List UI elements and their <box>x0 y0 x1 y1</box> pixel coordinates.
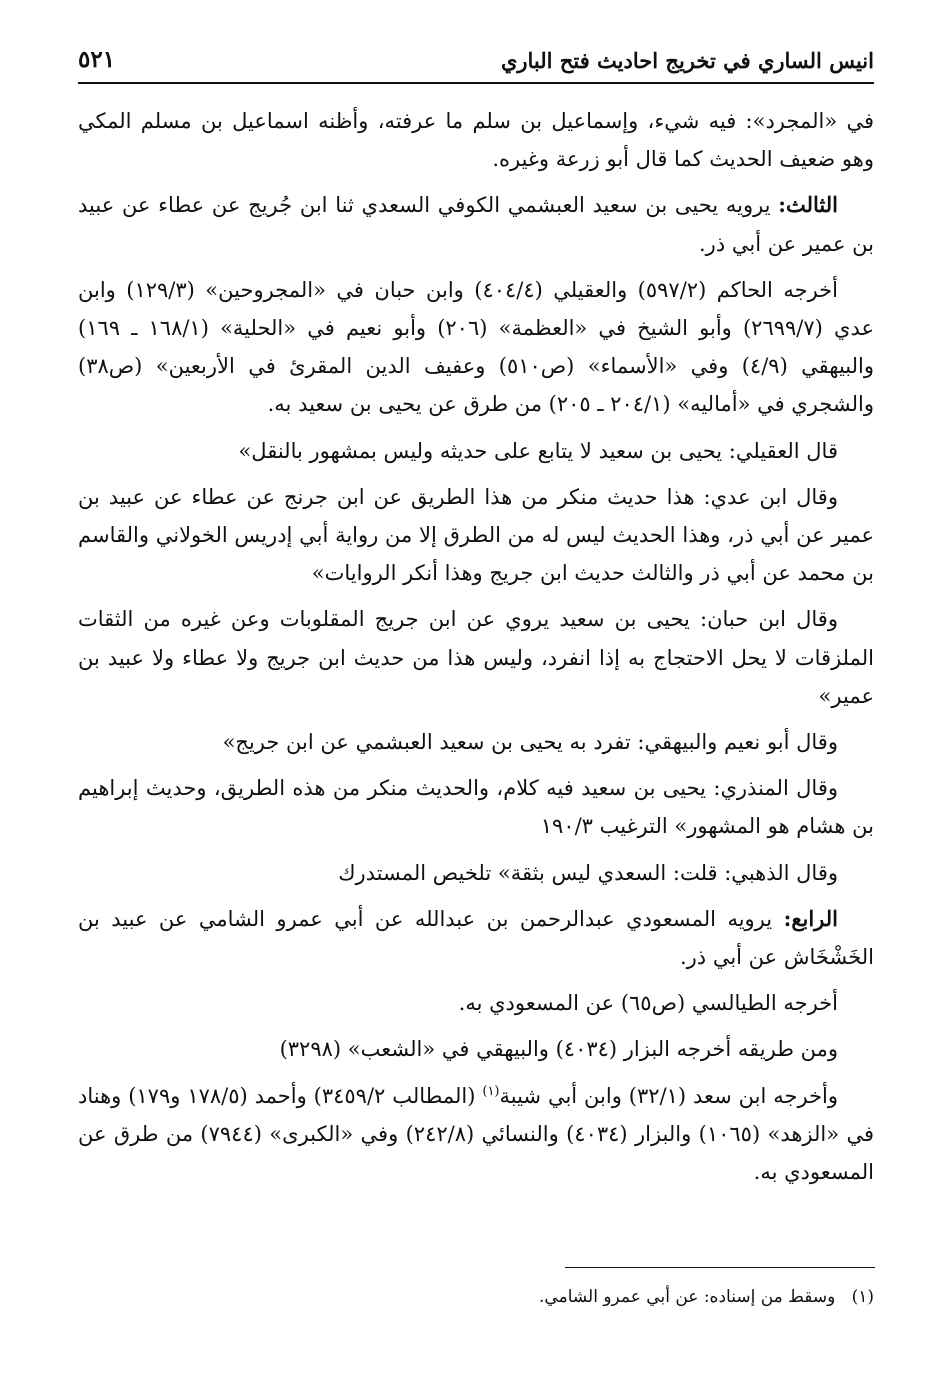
paragraph-12: ومن طريقه أخرجه البزار (٤٠٣٤) والبيهقي في «الشعب» (٣٢٩٨) <box>279 1037 838 1062</box>
paragraph-1: في «المجرد»: فيه شيء، وإسماعيل بن سلم ما عرفته، وأظنه اسماعيل بن مسلم المكي وهو ضعيف الحديث كما قال أبو زرعة وغيره. <box>78 109 874 172</box>
footnote-rule <box>565 1267 875 1268</box>
paragraph-3: أخرجه الحاكم (٥٩٧/٢) والعقيلي (٤٠٤/٤) وابن حبان في «المجروحين» (١٢٩/٣) وابن عدي (٢٦٩٩/٧) وأبو الشيخ في «العظمة» (٢٠٦) وأبو نعيم في «الحلية» (١٦٨/١ ـ ١٦٩) والبيهقي (٤/٩) وفي «الأسماء» (ص٥١٠) وعفيف الدين المقرئ في الأربعين» (ص٣٨) والشجري في «أماليه» (٢٠٤/١ ـ ٢٠٥) من طرق عن يحيى بن سعيد به. <box>78 277 874 417</box>
footnote-marker: (١) <box>851 1287 874 1307</box>
running-title: انيس الساري في تخريج احاديث فتح الباري <box>500 48 874 73</box>
main-text <box>78 102 874 1191</box>
paragraph-9: وقال الذهبي: قلت: السعدي ليس بثقة» تلخيص المستدرك <box>338 860 838 885</box>
paragraph-11: أخرجه الطيالسي (ص٦٥) عن المسعودي به. <box>458 991 838 1016</box>
header-rule <box>78 82 874 84</box>
paragraph-8: وقال المنذري: يحيى بن سعيد فيه كلام، والحديث منكر من هذه الطريق، وحديث إبراهيم بن هشام هو المشهور» الترغيب ١٩٠/٣ <box>78 776 874 839</box>
section-label: الرابع: <box>783 905 838 931</box>
paragraph-2: الثالث: يرويه يحيى بن سعيد العبشمي الكوفي السعدي ثنا ابن جُريج عن عطاء عن عبيد بن عمير عن أبي ذر. <box>78 192 874 256</box>
footnote <box>300 1282 874 1312</box>
footnote-ref[interactable]: (١) <box>482 1083 500 1099</box>
paragraph-10: الرابع: يرويه المسعودي عبدالرحمن بن عبدالله عن أبي عمرو الشامي عن عبيد بن الخَشْخَاش عن أبي ذر. <box>78 905 874 970</box>
section-label: الثالث: <box>778 192 838 218</box>
paragraph-5: وقال ابن عدي: هذا حديث منكر من هذا الطريق عن ابن جرنج عن عطاء عن عبيد بن عمير عن أبي ذر، وهذا الحديث ليس له من الطرق إلا من رواية أبي إدريس الخولاني والقاسم بن محمد عن أبي ذر والثالث حديث ابن جريج وهذا أنكر الروايات» <box>78 484 874 586</box>
paragraph-13: وأخرجه ابن سعد (٣٢/١) وابن أبي شيبة$^{(١)}$ (المطالب ٣٤٥٩/٢) وأحمد (١٧٨/٥ و١٧٩) وهناد في «الزهد» (١٠٦٥) والبزار (٤٠٣٤) والنسائي (٢٤٢/٨) وفي «الكبرى» (٧٩٤٤) من طرق عن المسعودي به. <box>78 1083 875 1185</box>
paragraph-6: وقال ابن حبان: يحيى بن سعيد يروي عن ابن جريج المقلوبات وعن غيره من الثقات الملزقات لا يحل الاحتجاج به إذا انفرد، وليس هذا من حديث ابن جريج ولا عطاء ولا عبيد بن عمير» <box>78 607 874 708</box>
paragraph-4: قال العقيلي: يحيى بن سعيد لا يتابع على حديثه وليس بمشهور بالنقل» <box>238 438 838 463</box>
footnote-text: وسقط من إسناده: عن أبي عمرو الشامي. <box>539 1287 836 1307</box>
page-number: ٥٢١ <box>78 46 116 73</box>
paragraph-7: وقال أبو نعيم والبيهقي: تفرد به يحيى بن سعيد العبشمي عن ابن جريج» <box>222 730 838 755</box>
page-header <box>78 44 874 84</box>
